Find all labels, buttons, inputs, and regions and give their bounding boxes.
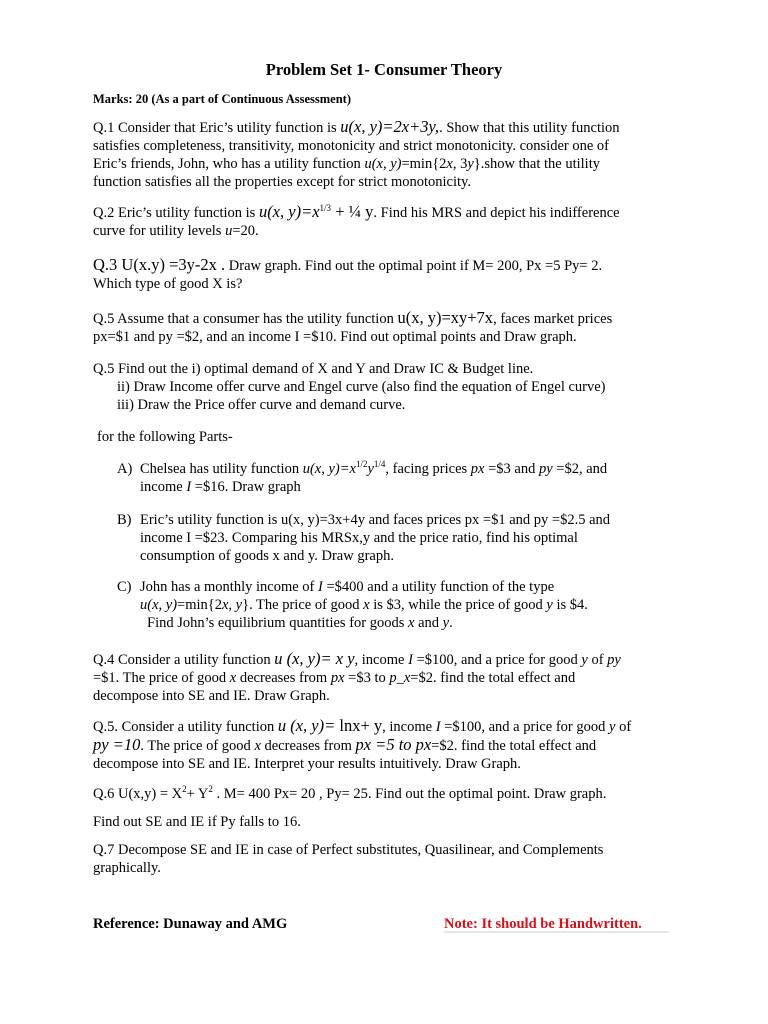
text: Draw graph. Find out the optimal point if M= 200, Px =5 Py= 2. bbox=[225, 258, 603, 274]
part-c bbox=[140, 578, 700, 632]
text: is $4. bbox=[552, 597, 588, 613]
math: x bbox=[408, 615, 415, 631]
question-2 bbox=[93, 203, 683, 240]
question-3 bbox=[93, 256, 683, 293]
text: =$3 and bbox=[484, 461, 539, 477]
text: . Find his MRS and depict his indifference bbox=[373, 205, 620, 221]
superscript: 1/3 bbox=[319, 203, 332, 214]
text: , bbox=[228, 597, 236, 613]
math: u(x, y)=x bbox=[258, 202, 320, 221]
page-title: Problem Set 1- Consumer Theory bbox=[265, 60, 503, 79]
text: Eric’s friends, John, who has a utility function bbox=[93, 156, 365, 172]
question-4 bbox=[93, 650, 683, 705]
text: decompose into SE and IE. Draw Graph. bbox=[93, 688, 330, 704]
math: u (x, y)= bbox=[277, 716, 340, 735]
text: and bbox=[414, 615, 443, 631]
math: y bbox=[546, 597, 553, 613]
math: y bbox=[609, 719, 616, 735]
math: u(x, y) bbox=[364, 156, 402, 172]
text: Find out SE and IE if Py falls to 16. bbox=[93, 814, 301, 830]
text: Eric’s utility function is u(x, y)=3x+4y and faces prices px =$1 and py =$2.5 and bbox=[140, 512, 611, 528]
text: Q.1 Consider that Eric’s utility function is bbox=[93, 120, 341, 136]
math: px =5 to px bbox=[355, 735, 432, 754]
math: I bbox=[318, 579, 323, 595]
text: is $3, while the price of good bbox=[369, 597, 547, 613]
question-6 bbox=[93, 785, 683, 831]
text: , facing prices bbox=[385, 461, 471, 477]
text: Q.2 Eric’s utility function is bbox=[93, 205, 259, 221]
text: =min{2 bbox=[401, 156, 447, 172]
math: py =10 bbox=[93, 735, 141, 754]
text: , faces market prices bbox=[493, 311, 613, 327]
text: Q.4 Consider a utility function bbox=[93, 652, 275, 668]
math: y bbox=[442, 615, 450, 631]
superscript: 2 bbox=[208, 784, 213, 795]
math: I bbox=[435, 719, 441, 735]
part-a bbox=[140, 460, 700, 496]
math: px bbox=[470, 461, 485, 477]
text: =$2. find the total effect and bbox=[410, 670, 576, 686]
math: I bbox=[408, 652, 413, 668]
math: py bbox=[538, 461, 553, 477]
text: =$16. Draw graph bbox=[191, 479, 301, 495]
text: income bbox=[140, 479, 187, 495]
math: lnx+ y bbox=[339, 716, 383, 735]
text: . Show that this utility function bbox=[439, 120, 620, 136]
text: Q.6 U(x,y) = X bbox=[93, 786, 183, 802]
text: , income bbox=[354, 652, 409, 668]
text: }.show that the utility bbox=[473, 156, 600, 172]
math: u(x, y)=2x+3y, bbox=[340, 117, 440, 136]
math: y bbox=[581, 652, 588, 668]
text: Find John’s equilibrium quantities for goods bbox=[147, 615, 408, 631]
text: =$100, and a price for good bbox=[412, 652, 582, 668]
text: graphically. bbox=[93, 860, 161, 876]
math: y bbox=[467, 156, 474, 172]
math: u(x, y)=xy+7x bbox=[397, 308, 494, 327]
math: x bbox=[229, 670, 237, 686]
math: x bbox=[221, 597, 229, 613]
text: income I =$23. Comparing his MRSx,y and the price ratio, find his optimal bbox=[140, 530, 578, 546]
text: =$1. The price of good bbox=[93, 670, 230, 686]
math: u(x, y) bbox=[140, 597, 178, 613]
part-a-label: A) bbox=[117, 461, 133, 477]
parts-intro: for the following Parts- bbox=[97, 429, 233, 445]
math: + ¼ y bbox=[331, 202, 374, 221]
math: u bbox=[225, 223, 233, 239]
superscript: 2 bbox=[182, 784, 187, 795]
math: y bbox=[367, 461, 374, 477]
math: U(x.y) =3y-2x . bbox=[121, 255, 226, 274]
text: =$3 to bbox=[344, 670, 390, 686]
math: py bbox=[607, 652, 621, 668]
text: Q.7 Decompose SE and IE in case of Perfect substitutes, Quasilinear, and Complements bbox=[93, 842, 604, 858]
question-1 bbox=[93, 118, 683, 191]
text: of bbox=[615, 719, 632, 735]
part-c-label: C) bbox=[117, 579, 132, 595]
text: decreases from bbox=[260, 738, 356, 754]
text: Q.5. Consider a utility function bbox=[93, 719, 278, 735]
math: x bbox=[446, 156, 453, 172]
text: ii) Draw Income offer curve and Engel curve (also find the equation of Engel curve) bbox=[117, 379, 606, 395]
question-7 bbox=[93, 841, 683, 877]
handwritten-note: Note: It should be Handwritten. bbox=[444, 916, 642, 932]
math: u(x, y)=x bbox=[302, 461, 356, 477]
text: curve for utility levels bbox=[93, 223, 226, 239]
part-b-label: B) bbox=[117, 512, 132, 528]
text: =$400 and a utility function of the type bbox=[322, 579, 555, 595]
part-b bbox=[140, 511, 700, 565]
text: John has a monthly income of bbox=[140, 579, 319, 595]
math: I bbox=[186, 479, 192, 495]
superscript: 1/2 bbox=[355, 459, 368, 470]
math: y bbox=[235, 597, 243, 613]
text: =$2. find the total effect and bbox=[431, 738, 597, 754]
text: Q.5 Find out the i) optimal demand of X and Y and Draw IC & Budget line. bbox=[93, 361, 534, 377]
text: . bbox=[449, 615, 453, 631]
text: =min{2 bbox=[177, 597, 222, 613]
text: , income bbox=[382, 719, 436, 735]
reference: Reference: Dunaway and AMG bbox=[93, 916, 288, 932]
question-5-demand bbox=[93, 360, 683, 414]
text: Q.3 bbox=[93, 255, 122, 274]
math: x bbox=[363, 597, 370, 613]
text: . M= 400 Px= 20 , Py= 25. Find out the optimal point. Draw graph. bbox=[212, 786, 607, 802]
text: decompose into SE and IE. Interpret your results intuitively. Draw Graph. bbox=[93, 756, 521, 772]
text: . The price of good bbox=[140, 738, 255, 754]
math: u (x, y)= x y bbox=[274, 649, 355, 668]
text: of bbox=[587, 652, 608, 668]
text: function satisfies all the properties except for strict monotonicity. bbox=[93, 174, 471, 190]
text: =20. bbox=[232, 223, 259, 239]
text: px=$1 and py =$2, and an income I =$10. Find out optimal points and Draw graph. bbox=[93, 329, 577, 345]
text: Chelsea has utility function bbox=[140, 461, 303, 477]
question-5-consumer bbox=[93, 309, 683, 346]
text: satisfies completeness, transitivity, monotonicity and strict monotonicity. consider one of bbox=[93, 138, 609, 154]
text: consumption of goods x and y. Draw graph. bbox=[140, 548, 394, 564]
math: x bbox=[254, 738, 261, 754]
text: iii) Draw the Price offer curve and demand curve. bbox=[117, 397, 406, 413]
math: px bbox=[330, 670, 345, 686]
text: Q.5 Assume that a consumer has the utility function bbox=[93, 311, 398, 327]
text: =$2, and bbox=[552, 461, 608, 477]
text: , 3 bbox=[452, 156, 468, 172]
question-5-quasilinear bbox=[93, 717, 683, 773]
math: p_x bbox=[389, 670, 411, 686]
text: decreases from bbox=[236, 670, 331, 686]
text: + Y bbox=[186, 786, 209, 802]
marks-line: Marks: 20 (As a part of Continuous Assessment) bbox=[93, 92, 351, 106]
text: }. The price of good bbox=[242, 597, 364, 613]
text: =$100, and a price for good bbox=[440, 719, 609, 735]
superscript: 1/4 bbox=[373, 459, 386, 470]
text: Which type of good X is? bbox=[93, 276, 243, 292]
